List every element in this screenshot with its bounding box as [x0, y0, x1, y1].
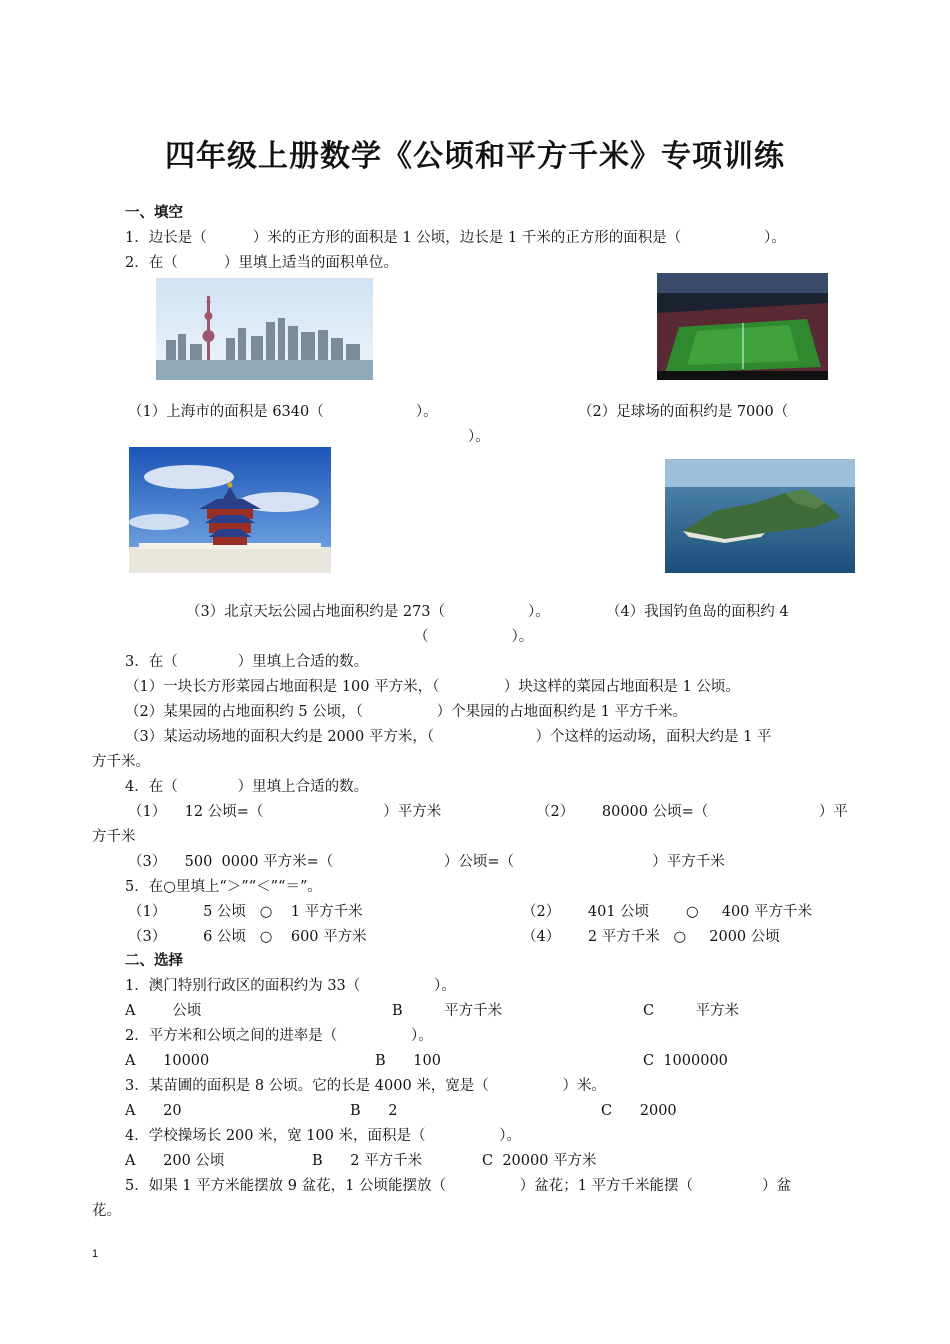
choice-1-b: B 平方千米 [392, 1003, 503, 1019]
choice-5: 5．如果 1 平方米能摆放 9 盆花，1 公顷能摆放（ ）盆花；1 平方千米能摆（ ）盆 [125, 1178, 792, 1194]
question-4-1: （1） 12 公顷=（ ）平方米 [128, 804, 442, 820]
choice-1: 1．澳门特别行政区的面积约为 33（ ）。 [125, 978, 456, 994]
page-title: 四年级上册数学《公顷和平方千米》专项训练 [165, 139, 785, 174]
section-heading-choice: 二、选择 [125, 953, 183, 969]
question-4: 4．在（ ）里填上合适的数。 [125, 779, 369, 795]
question-2-3: （3）北京天坛公园占地面积约是 273（ ）。 [186, 604, 550, 620]
question-2-2-end: ）。 [468, 429, 490, 445]
question-5-2: （2） 401 公顷 ○ 400 平方千米 [522, 904, 813, 920]
question-4-3: （3） 500 0000 平方米=（ ）公顷=（ ）平方千米 [128, 854, 725, 870]
question-4-2-end: 方千米 [92, 829, 136, 845]
football-stadium-image [657, 273, 828, 380]
question-3: 3．在（ ）里填上合适的数。 [125, 654, 369, 670]
section-heading-fill-blank: 一、填空 [125, 205, 183, 221]
temple-of-heaven-image [129, 447, 331, 573]
question-1: 1．边长是（ ）米的正方形的面积是 1 公顷，边长是 1 千米的正方形的面积是（ ）。 [125, 230, 786, 246]
question-5: 5．在○里填上“＞”“＜”“＝”。 [125, 879, 322, 895]
page-number: 1 [92, 1248, 99, 1260]
question-2-1: （1）上海市的面积是 6340（ ）。 [128, 404, 438, 420]
question-2: 2．在（ ）里填上适当的面积单位。 [125, 255, 398, 271]
choice-3: 3．某苗圃的面积是 8 公顷。它的长是 4000 米，宽是（ ）米。 [125, 1078, 607, 1094]
question-5-4: （4） 2 平方千米 ○ 2000 公顷 [522, 929, 780, 945]
choice-2-a: A 10000 [125, 1053, 210, 1069]
choice-4-a: A 200 公顷 [125, 1153, 225, 1169]
question-2-2: （2）足球场的面积约是 7000（ [578, 404, 789, 420]
choice-2: 2．平方米和公顷之间的进率是（ ）。 [125, 1028, 433, 1044]
choice-1-a: A 公顷 [125, 1003, 202, 1019]
choice-4-b: B 2 平方千米 [312, 1153, 423, 1169]
choice-3-c: C 2000 [601, 1103, 677, 1119]
question-4-2: （2） 80000 公顷=（ ）平 [536, 804, 848, 820]
question-5-1: （1） 5 公顷 ○ 1 平方千米 [128, 904, 363, 920]
diaoyu-island-image [665, 459, 855, 573]
question-2-4-end: （ ）。 [414, 629, 534, 645]
choice-1-c: C 平方米 [643, 1003, 740, 1019]
choice-3-a: A 20 [125, 1103, 182, 1119]
choice-2-c: C 1000000 [643, 1053, 728, 1069]
question-3-3: （3）某运动场地的面积大约是 2000 平方米，（ ）个这样的运动场，面积大约是 1 平 [125, 729, 772, 745]
question-3-3-end: 方千米。 [92, 754, 150, 770]
choice-5-end: 花。 [92, 1203, 121, 1219]
shanghai-skyline-image [156, 278, 373, 380]
choice-3-b: B 2 [350, 1103, 398, 1119]
question-3-2: （2）某果园的占地面积约 5 公顷，（ ）个果园的占地面积约是 1 平方千米。 [125, 704, 688, 720]
question-3-1: （1）一块长方形菜园占地面积是 100 平方米，（ ）块这样的菜园占地面积是 1 公顷。 [125, 679, 740, 695]
question-5-3: （3） 6 公顷 ○ 600 平方米 [128, 929, 367, 945]
question-2-4: （4）我国钓鱼岛的面积约 4 [606, 604, 789, 620]
choice-2-b: B 100 [375, 1053, 441, 1069]
choice-4-c: C 20000 平方米 [482, 1153, 597, 1169]
choice-4: 4．学校操场长 200 米，宽 100 米，面积是（ ）。 [125, 1128, 522, 1144]
